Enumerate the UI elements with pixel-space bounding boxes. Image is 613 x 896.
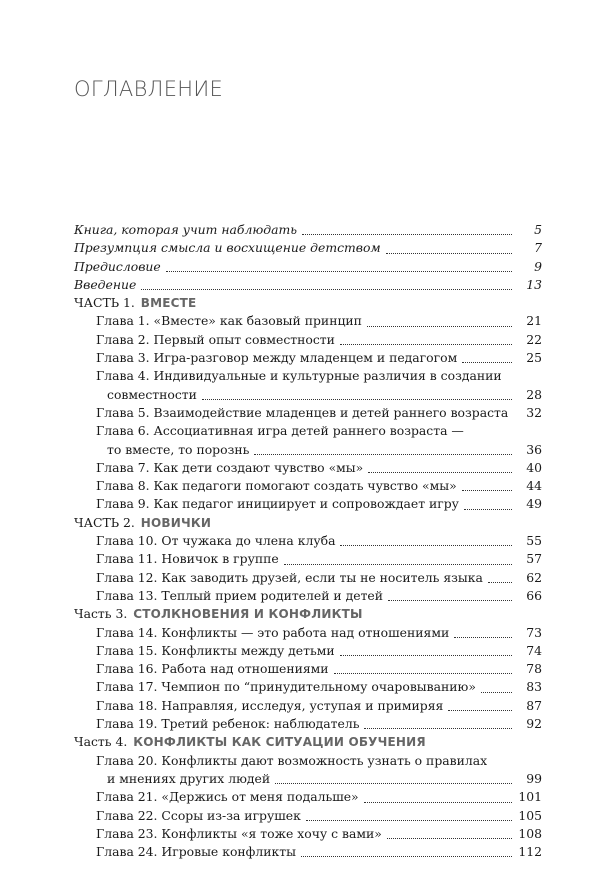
leader-dots	[454, 636, 512, 638]
toc-entry-chapter[interactable]	[74, 349, 542, 367]
toc-entry-chapter[interactable]	[74, 550, 542, 568]
toc-entry-chapter[interactable]	[74, 459, 542, 477]
toc-entry-title: Глава 6. Ассоциативная игра детей раннего возраста —	[96, 423, 464, 439]
leader-dots	[448, 709, 512, 711]
toc-entry-title: Глава 13. Теплый прием родителей и детей	[96, 587, 384, 603]
part-title: КОНФЛИКТЫ КАК СИТУАЦИИ ОБУЧЕНИЯ	[133, 735, 426, 750]
leader-dots	[462, 361, 512, 363]
leader-dots	[275, 782, 512, 784]
part-heading	[74, 733, 542, 751]
toc-entry-title: Глава 17. Чемпион по “принудительному очаровыванию»	[96, 679, 476, 695]
toc-entry-title: Предисловие	[74, 258, 161, 274]
toc-entry-chapter[interactable]	[74, 422, 542, 440]
toc-entry-title: Глава 19. Третий ребенок: наблюдатель	[96, 716, 360, 732]
leader-dots	[306, 819, 512, 821]
toc-entry-chapter[interactable]	[74, 367, 542, 385]
leader-dots	[254, 453, 512, 455]
toc-entry-page: 57	[523, 550, 542, 568]
toc-entry-chapter[interactable]	[74, 770, 542, 788]
toc-entry-chapter[interactable]	[74, 843, 542, 861]
toc-entry-title: Глава 3. Игра-разговор между младенцем и педагогом	[96, 350, 458, 366]
toc-entry-title: Глава 10. От чужака до члена клуба	[96, 533, 336, 549]
toc-entry-chapter[interactable]	[74, 587, 542, 605]
toc-entry-front[interactable]	[74, 276, 542, 294]
toc-entry-title: Глава 5. Взаимодействие младенцев и детей раннего возраста	[96, 404, 509, 420]
toc-entry-title: Глава 16. Работа над отношениями	[96, 661, 329, 677]
toc-entry-chapter[interactable]	[74, 404, 542, 422]
toc-entry-chapter[interactable]	[74, 642, 542, 660]
leader-dots	[202, 398, 512, 400]
toc-entry-title: Глава 15. Конфликты между детьми	[96, 642, 335, 658]
leader-dots	[340, 654, 512, 656]
part-heading	[74, 514, 542, 532]
toc-entry-page: 108	[515, 825, 542, 843]
toc-entry-chapter[interactable]	[74, 678, 542, 696]
toc-entry-page: 7	[531, 239, 542, 257]
toc-entry-front[interactable]	[74, 239, 542, 257]
toc-entry-page: 101	[515, 788, 542, 806]
leader-dots	[488, 581, 512, 583]
toc-entry-page: 40	[523, 459, 542, 477]
toc-entry-title: Введение	[74, 276, 137, 292]
leader-dots	[284, 563, 512, 565]
page-title: ОГЛАВЛЕНИЕ	[74, 77, 224, 101]
toc-entry-page: 21	[523, 312, 542, 330]
leader-dots	[166, 270, 512, 272]
toc-entry-page: 83	[523, 678, 542, 696]
leader-dots	[141, 288, 512, 290]
toc-entry-title: совместности	[107, 386, 197, 402]
toc-entry-chapter[interactable]	[74, 752, 542, 770]
toc-entry-page: 92	[523, 715, 542, 733]
toc-entry-title: Глава 14. Конфликты — это работа над отношениями	[96, 624, 450, 640]
table-of-contents	[74, 221, 542, 861]
toc-entry-title: Глава 7. Как дети создают чувство «мы»	[96, 459, 364, 475]
leader-dots	[464, 508, 512, 510]
toc-entry-title: Глава 9. Как педагог инициирует и сопровождает игру	[96, 496, 459, 512]
toc-entry-title: Глава 22. Ссоры из-за игрушек	[96, 807, 301, 823]
toc-entry-page: 5	[531, 221, 542, 239]
leader-dots	[334, 672, 512, 674]
toc-entry-page: 112	[515, 843, 542, 861]
leader-dots	[301, 855, 512, 857]
toc-entry-page: 74	[523, 642, 542, 660]
toc-entry-title: Глава 8. Как педагоги помогают создать чувство «мы»	[96, 478, 457, 494]
toc-entry-chapter[interactable]	[74, 715, 542, 733]
part-title: ВМЕСТЕ	[140, 296, 197, 311]
toc-entry-page: 99	[523, 770, 542, 788]
toc-entry-page: 62	[523, 569, 542, 587]
leader-dots	[481, 691, 512, 693]
leader-dots	[462, 489, 512, 491]
part-heading	[74, 294, 542, 312]
leader-dots	[340, 343, 512, 345]
toc-entry-chapter[interactable]	[74, 697, 542, 715]
toc-entry-chapter[interactable]	[74, 477, 542, 495]
part-label: Часть 4.	[74, 734, 128, 750]
toc-entry-chapter[interactable]	[74, 312, 542, 330]
leader-dots	[388, 599, 512, 601]
toc-entry-title: Глава 24. Игровые конфликты	[96, 844, 296, 860]
toc-entry-title: Глава 4. Индивидуальные и культурные различия в создании	[96, 368, 502, 384]
part-label: ЧАСТЬ 2.	[74, 514, 135, 530]
toc-entry-title: Глава 18. Направляя, исследуя, уступая и примиряя	[96, 697, 444, 713]
toc-entry-front[interactable]	[74, 221, 542, 239]
toc-entry-chapter[interactable]	[74, 495, 542, 513]
toc-entry-chapter[interactable]	[74, 807, 542, 825]
toc-entry-title: Глава 2. Первый опыт совместности	[96, 331, 335, 347]
toc-entry-chapter[interactable]	[74, 386, 542, 404]
toc-entry-page: 87	[523, 697, 542, 715]
toc-entry-page: 28	[523, 386, 542, 404]
leader-dots	[340, 544, 512, 546]
toc-entry-chapter[interactable]	[74, 441, 542, 459]
leader-dots	[302, 233, 512, 235]
toc-entry-title: и мнениях других людей	[107, 770, 271, 786]
toc-entry-title: Глава 11. Новичок в группе	[96, 551, 279, 567]
toc-entry-title: Книга, которая учит наблюдать	[74, 222, 297, 237]
part-heading	[74, 605, 542, 623]
toc-entry-front[interactable]	[74, 258, 542, 276]
toc-entry-title: то вместе, то порознь	[107, 441, 250, 457]
toc-entry-page: 9	[531, 258, 542, 276]
part-label: ЧАСТЬ 1.	[74, 295, 135, 311]
toc-entry-chapter[interactable]	[74, 331, 542, 349]
part-label: Часть 3.	[74, 606, 128, 622]
toc-entry-chapter[interactable]	[74, 569, 542, 587]
toc-entry-title: Глава 12. Как заводить друзей, если ты не носитель языка	[96, 569, 483, 585]
toc-entry-page: 13	[523, 276, 542, 294]
toc-entry-title: Глава 20. Конфликты дают возможность узнать о правилах	[96, 752, 488, 768]
part-title: СТОЛКНОВЕНИЯ И КОНФЛИКТЫ	[133, 607, 363, 622]
toc-entry-chapter[interactable]	[74, 532, 542, 550]
toc-entry-page: 36	[523, 441, 542, 459]
leader-dots	[364, 801, 512, 803]
toc-entry-title: Глава 23. Конфликты «я тоже хочу с вами»	[96, 825, 382, 841]
toc-entry-page: 44	[523, 477, 542, 495]
leader-dots	[364, 727, 512, 729]
toc-entry-page: 105	[515, 807, 542, 825]
toc-entry-title: Презумпция смысла и восхищение детством	[74, 240, 381, 256]
toc-entry-chapter[interactable]	[74, 788, 542, 806]
toc-entry-chapter[interactable]	[74, 624, 542, 642]
toc-entry-title: Глава 21. «Держись от меня подальше»	[96, 789, 359, 805]
leader-dots	[387, 837, 512, 839]
toc-entry-title: Глава 1. «Вместе» как базовый принцип	[96, 313, 362, 329]
toc-entry-page: 25	[523, 349, 542, 367]
toc-entry-page: 22	[523, 331, 542, 349]
leader-dots	[367, 325, 512, 327]
leader-dots	[386, 252, 512, 254]
leader-dots	[368, 471, 512, 473]
toc-entry-page: 32	[523, 404, 542, 422]
toc-entry-page: 66	[523, 587, 542, 605]
toc-entry-page: 55	[523, 532, 542, 550]
part-title: НОВИЧКИ	[140, 515, 212, 530]
toc-entry-chapter[interactable]	[74, 825, 542, 843]
toc-entry-page: 78	[523, 660, 542, 678]
toc-entry-page: 73	[523, 624, 542, 642]
toc-entry-page: 49	[523, 495, 542, 513]
toc-entry-chapter[interactable]	[74, 660, 542, 678]
